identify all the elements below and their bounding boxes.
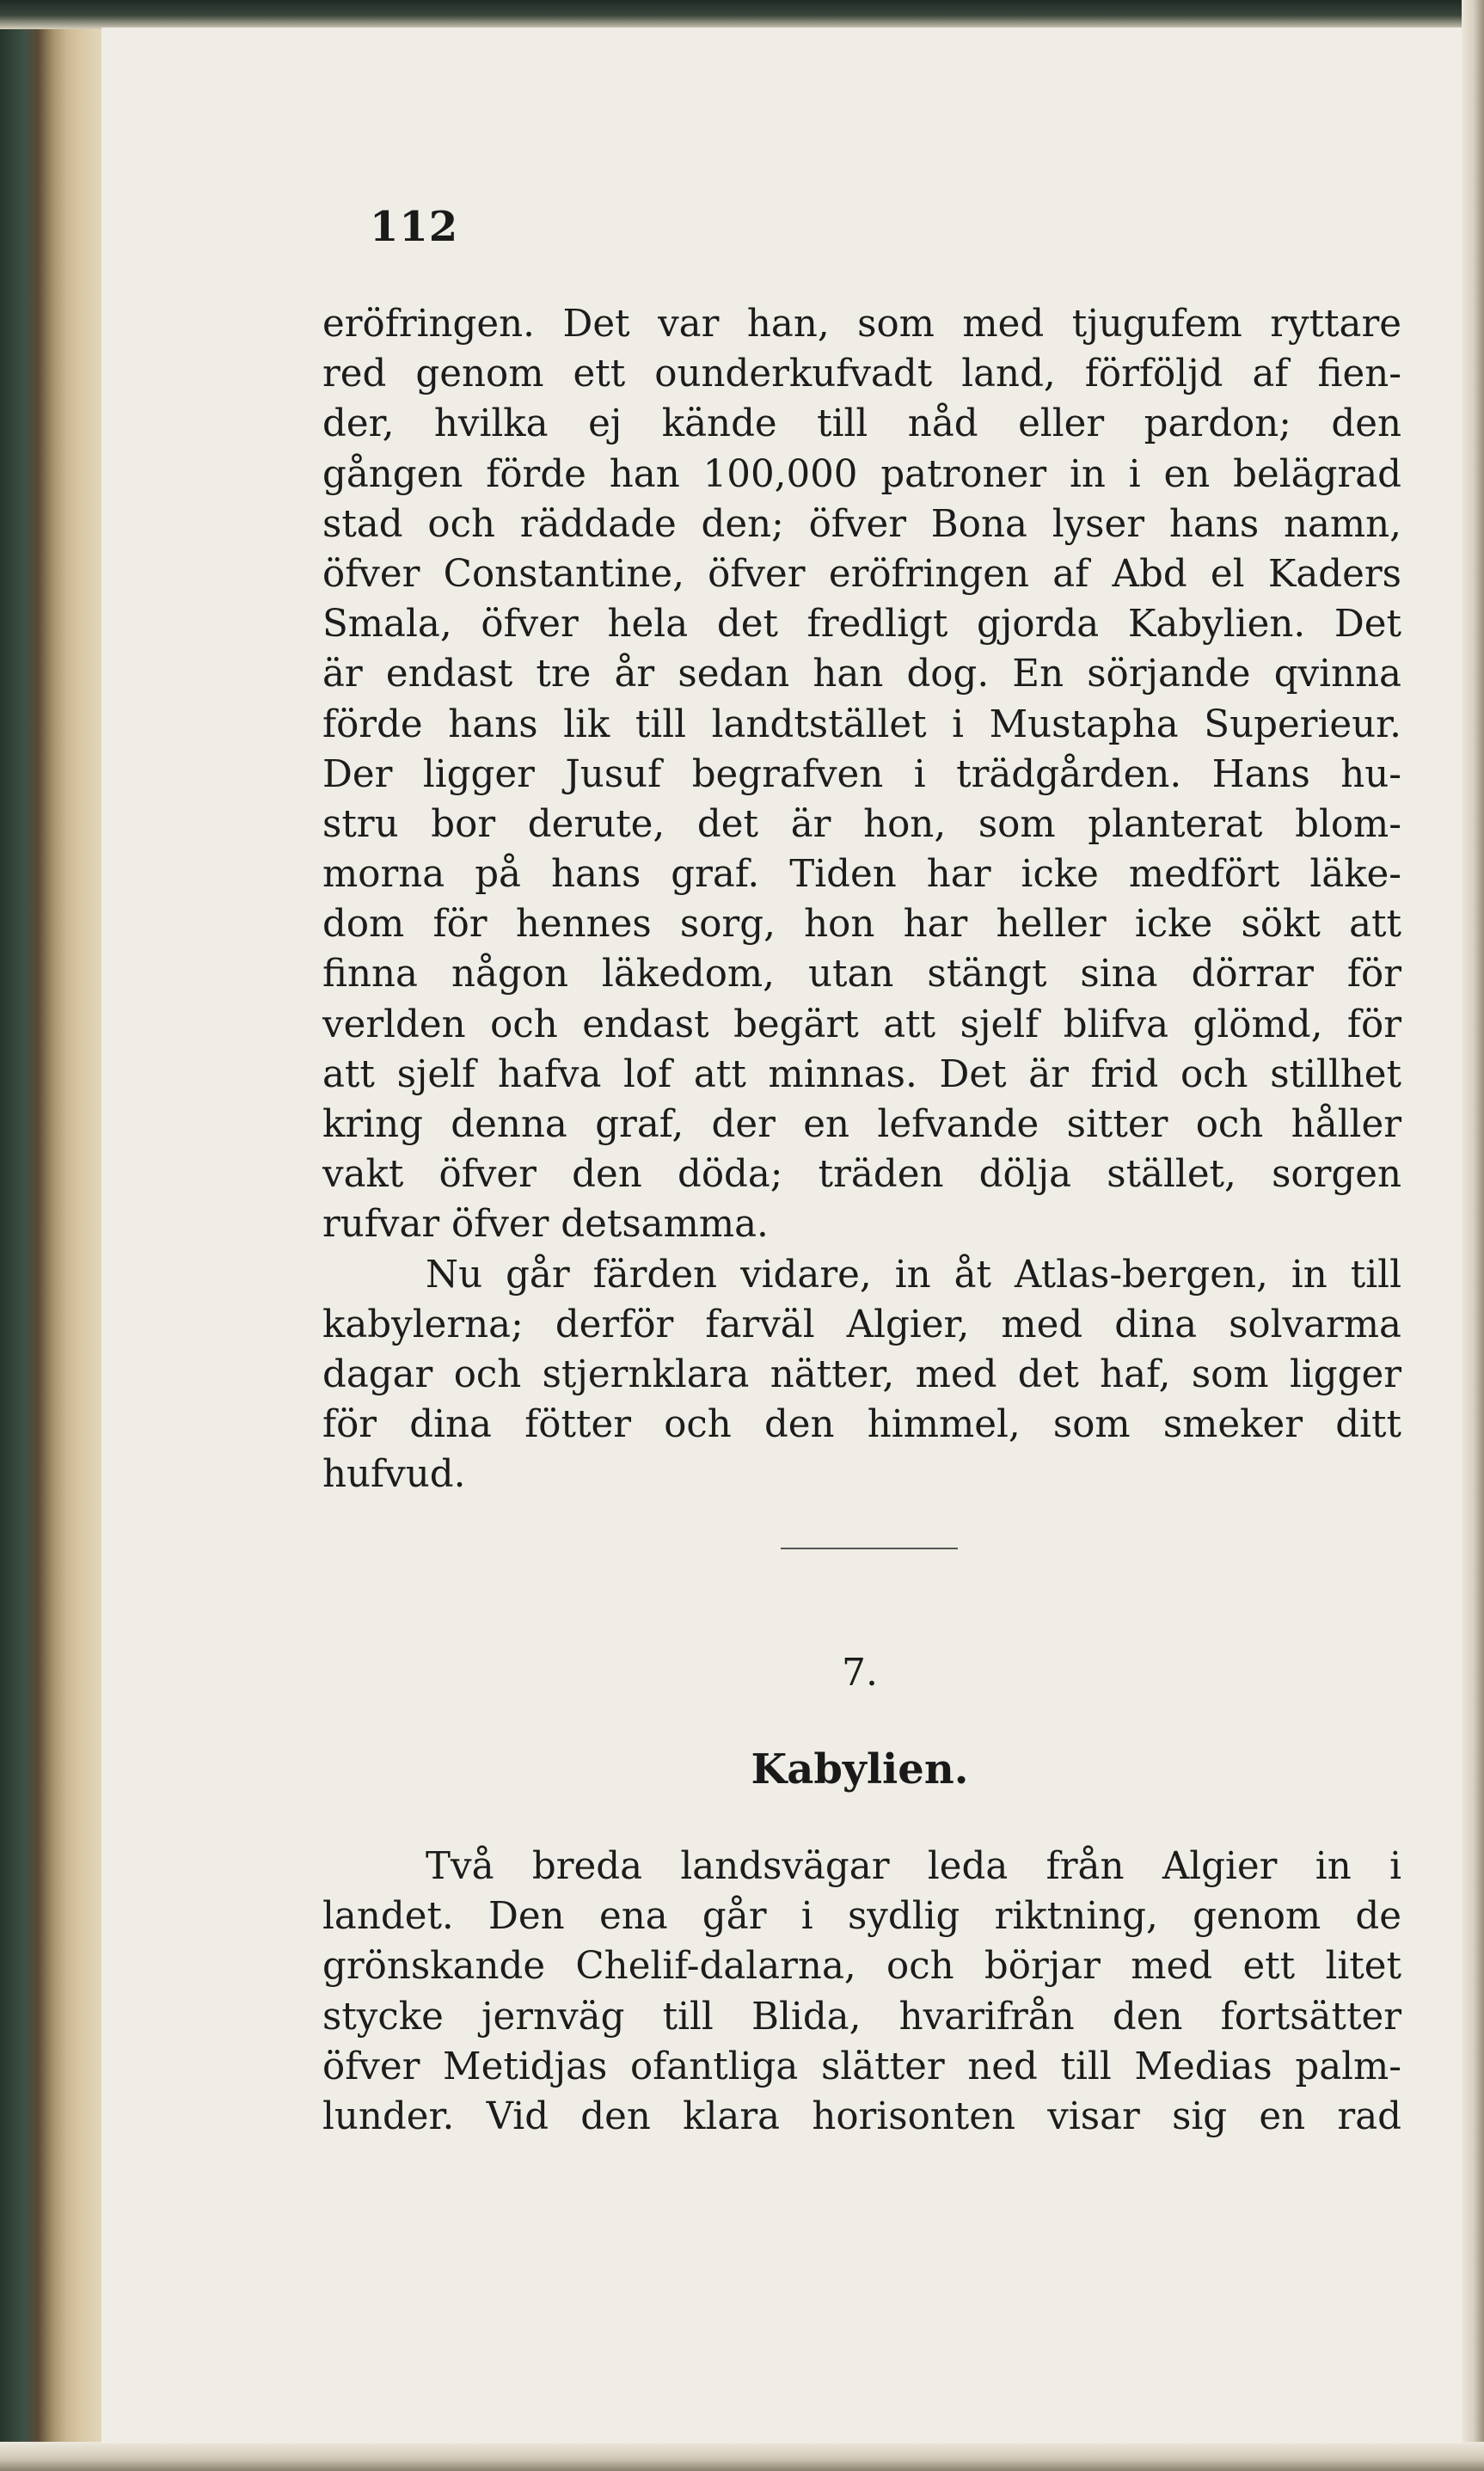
text-line: red genom ett ounderkufvadt land, förföljd af fien- [322,353,1401,396]
paragraph-yusuf [322,299,1401,1500]
text-line: Två breda landsvägar leda från Algier in i [426,1845,1401,1888]
text-line: stycke jernväg till Blida, hvarifrån den fortsätter [322,1995,1401,2039]
text-line: Smala, öfver hela det fredligt gjorda Kabylien. Det [322,603,1401,647]
text-line: morna på hans graf. Tiden har icke medfört läke- [322,853,1401,897]
text-line: öfver Constantine, öfver eröfringen af Abd el Kaders [322,552,1401,596]
text-line: lunder. Vid den klara horisonten visar sig en rad [322,2094,1401,2138]
scan-right-edge [1462,0,1484,2471]
text-line: stad och räddade den; öfver Bona lyser hans namn, [322,502,1401,546]
section-title: Kabylien. [751,1745,969,1793]
section-number: 7. [842,1651,878,1695]
text-line: förde hans lik till landtstället i Mustapha Superieur. [322,702,1401,746]
text-line: är endast tre år sedan han dog. En sörjande qvinna [322,653,1401,696]
text-line: kabylerna; derför farväl Algier, med dina solvarma [322,1303,1401,1346]
text-line: verlden och endast begärt att sjelf blifva glömd, för [322,1003,1401,1046]
text-line: rufvar öfver detsamma. [322,1203,769,1247]
text-line: eröfringen. Det var han, som med tjugufem ryttare [322,303,1401,346]
text-line: gången förde han 100,000 patroner in i en belägrad [322,452,1401,496]
text-line: dagar och stjernklara nätter, med det haf, som ligger [322,1352,1401,1396]
text-line: hufvud. [322,1453,466,1497]
text-line: dom för hennes sorg, hon har heller icke sökt att [322,903,1401,947]
text-line: Nu går färden vidare, in åt Atlas-bergen, in till [426,1253,1401,1297]
text-line: grönskande Chelif-dalarna, och börjar med ett litet [322,1945,1401,1989]
text-line: finna någon läkedom, utan stängt sina dörrar för [322,953,1401,996]
text-line: att sjelf hafva lof att minnas. Det är frid och stillhet [322,1052,1401,1096]
paragraph-kabylien [322,1842,1401,2142]
text-line: stru bor derute, det är hon, som planterat blom- [322,802,1401,846]
page-number: 112 [370,203,459,251]
text-line: der, hvilka ej kände till nåd eller pardon; den [322,402,1401,446]
text-line: vakt öfver den döda; träden dölja stället, sorgen [322,1153,1401,1197]
text-line: för dina fötter och den himmel, som smeker ditt [322,1403,1401,1447]
scan-top-edge [0,0,1484,29]
text-line: Der ligger Jusuf begrafven i trädgården. Hans hu- [322,752,1401,796]
section-divider [781,1548,958,1549]
text-line: kring denna graf, der en lefvande sitter och håller [322,1103,1401,1146]
scan-bottom-edge [0,2442,1484,2471]
text-line: öfver Metidjas ofantliga slätter ned till Medias palm- [322,2045,1401,2088]
text-line: landet. Den ena går i sydlig riktning, genom de [322,1895,1401,1939]
